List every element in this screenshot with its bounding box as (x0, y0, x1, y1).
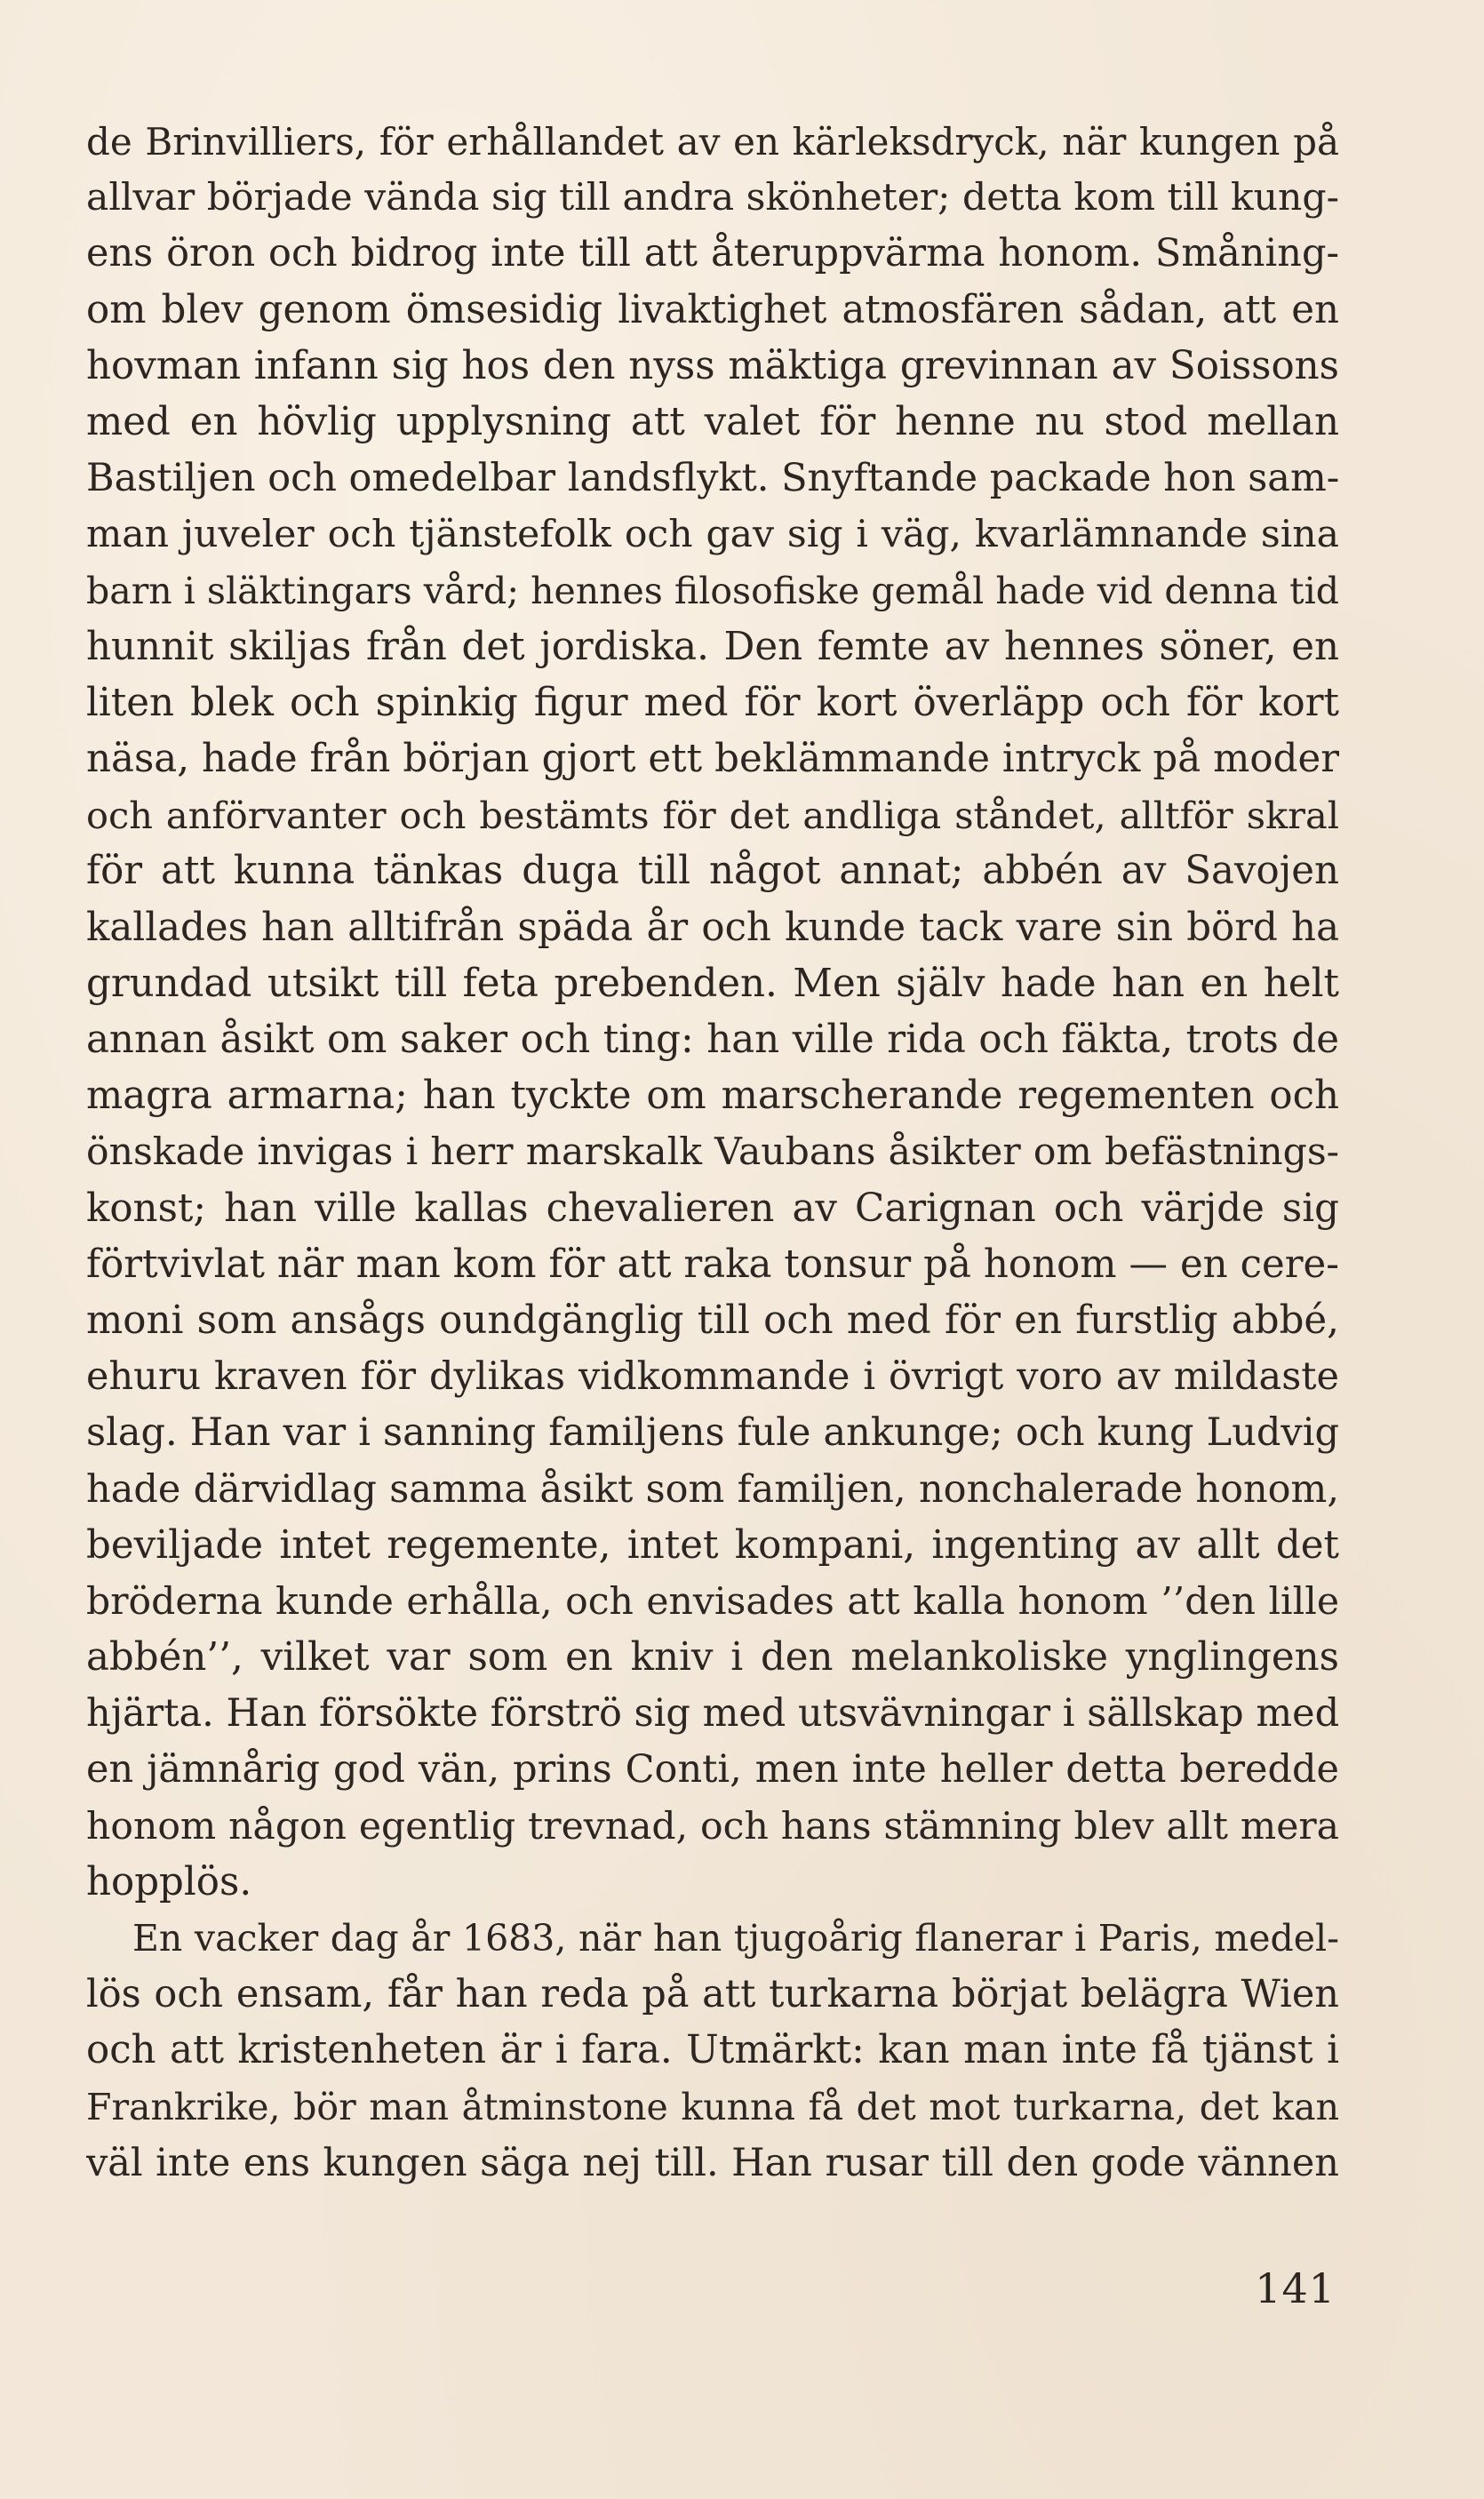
text-line: kallades han alltifrån späda år och kunde tack vare sin börd ha (86, 905, 1339, 950)
page-number: 141 (1255, 2264, 1336, 2312)
text-line: liten blek och spinkig figur med för kort överläpp och för kort (86, 680, 1339, 725)
paragraph-2 (86, 1911, 1339, 2192)
text-line: näsa, hade från början gjort ett beklämmande intryck på moder (86, 737, 1339, 782)
text-line: slag. Han var i sanning familjens fule ankunge; och kung Ludvig (86, 1410, 1339, 1456)
paragraph-1 (86, 114, 1339, 1911)
text-line: och anförvanter och bestämts för det andliga ståndet, alltför skral (86, 794, 1339, 838)
text-line: hjärta. Han försökte förströ sig med utsvävningar i sällskap med (86, 1691, 1339, 1737)
text-line: konst; han ville kallas chevalieren av Carignan och värjde sig (86, 1186, 1339, 1231)
text-line: lös och ensam, får han reda på att turkarna börjat belägra Wien (86, 1972, 1339, 2017)
text-line: Bastiljen och omedelbar landsflykt. Snyftande packade hon sam- (86, 456, 1339, 501)
text-line: Frankrike, bör man åtminstone kunna få det mot turkarna, det kan (86, 2085, 1339, 2128)
text-line: en jämnårig god vän, prins Conti, men inte heller detta beredde (86, 1747, 1339, 1792)
text-line: hade därvidlag samma åsikt som familjen, nonchalerade honom, (86, 1466, 1339, 1512)
text-line: man juveler och tjänstefolk och gav sig i väg, kvarlämnande sina (86, 513, 1339, 557)
text-line: för att kunna tänkas duga till något annat; abbén av Savojen (86, 849, 1339, 894)
text-line: honom någon egentlig trevnad, och hans stämning blev allt mera (86, 1804, 1339, 1848)
text-line: allvar började vända sig till andra skönheter; detta kom till kung- (86, 176, 1339, 220)
text-line: om blev genom ömsesidig livaktighet atmosfären sådan, att en (86, 287, 1339, 332)
text-line: förtvivlat när man kom för att raka tonsur på honom — en cere- (86, 1242, 1339, 1287)
text-line: och att kristenheten är i fara. Utmärkt: kan man inte få tjänst i (86, 2028, 1339, 2073)
text-line: önskade invigas i herr marskalk Vaubans åsikter om befästnings- (86, 1130, 1339, 1175)
text-line: ehuru kraven för dylikas vidkommande i övrigt voro av mildaste (86, 1354, 1339, 1400)
text-line: hunnit skiljas från det jordiska. Den femte av hennes söner, en (86, 624, 1339, 669)
text-line: med en hövlig upplysning att valet för henne nu stod mellan (86, 399, 1339, 444)
text-line: hopplös. (86, 1859, 252, 1904)
text-line: annan åsikt om saker och ting: han ville rida och fäkta, trots de (86, 1018, 1339, 1062)
text-line: hovman infann sig hos den nyss mäktiga grevinnan av Soissons (86, 343, 1339, 388)
text-line: moni som ansågs oundgänglig till och med för en furstlig abbé, (86, 1297, 1339, 1343)
text-line: de Brinvilliers, för erhållandet av en kärleksdryck, när kungen på (86, 120, 1339, 164)
text-line: En vacker dag år 1683, när han tjugoårig flanerar i Paris, medel- (132, 1917, 1339, 1960)
text-line: magra armarna; han tyckte om marscherande regementen och (86, 1074, 1339, 1119)
text-line: bröderna kunde erhålla, och envisades att kalla honom ’’den lille (86, 1579, 1339, 1624)
body-text (86, 114, 1339, 2192)
text-line: beviljade intet regemente, intet kompani, ingenting av allt det (86, 1522, 1339, 1568)
text-line: grundad utsikt till feta prebenden. Men själv hade han en helt (86, 961, 1339, 1006)
text-line: väl inte ens kungen säga nej till. Han rusar till den gode vännen (86, 2140, 1339, 2185)
text-line: barn i släktingars vård; hennes filosofiske gemål hade vid denna tid (86, 569, 1339, 612)
text-line: ens öron och bidrog inte till att återuppvärma honom. Småning- (86, 231, 1339, 276)
text-line: abbén’’, vilket var som en kniv i den melankoliske ynglingens (86, 1635, 1339, 1681)
